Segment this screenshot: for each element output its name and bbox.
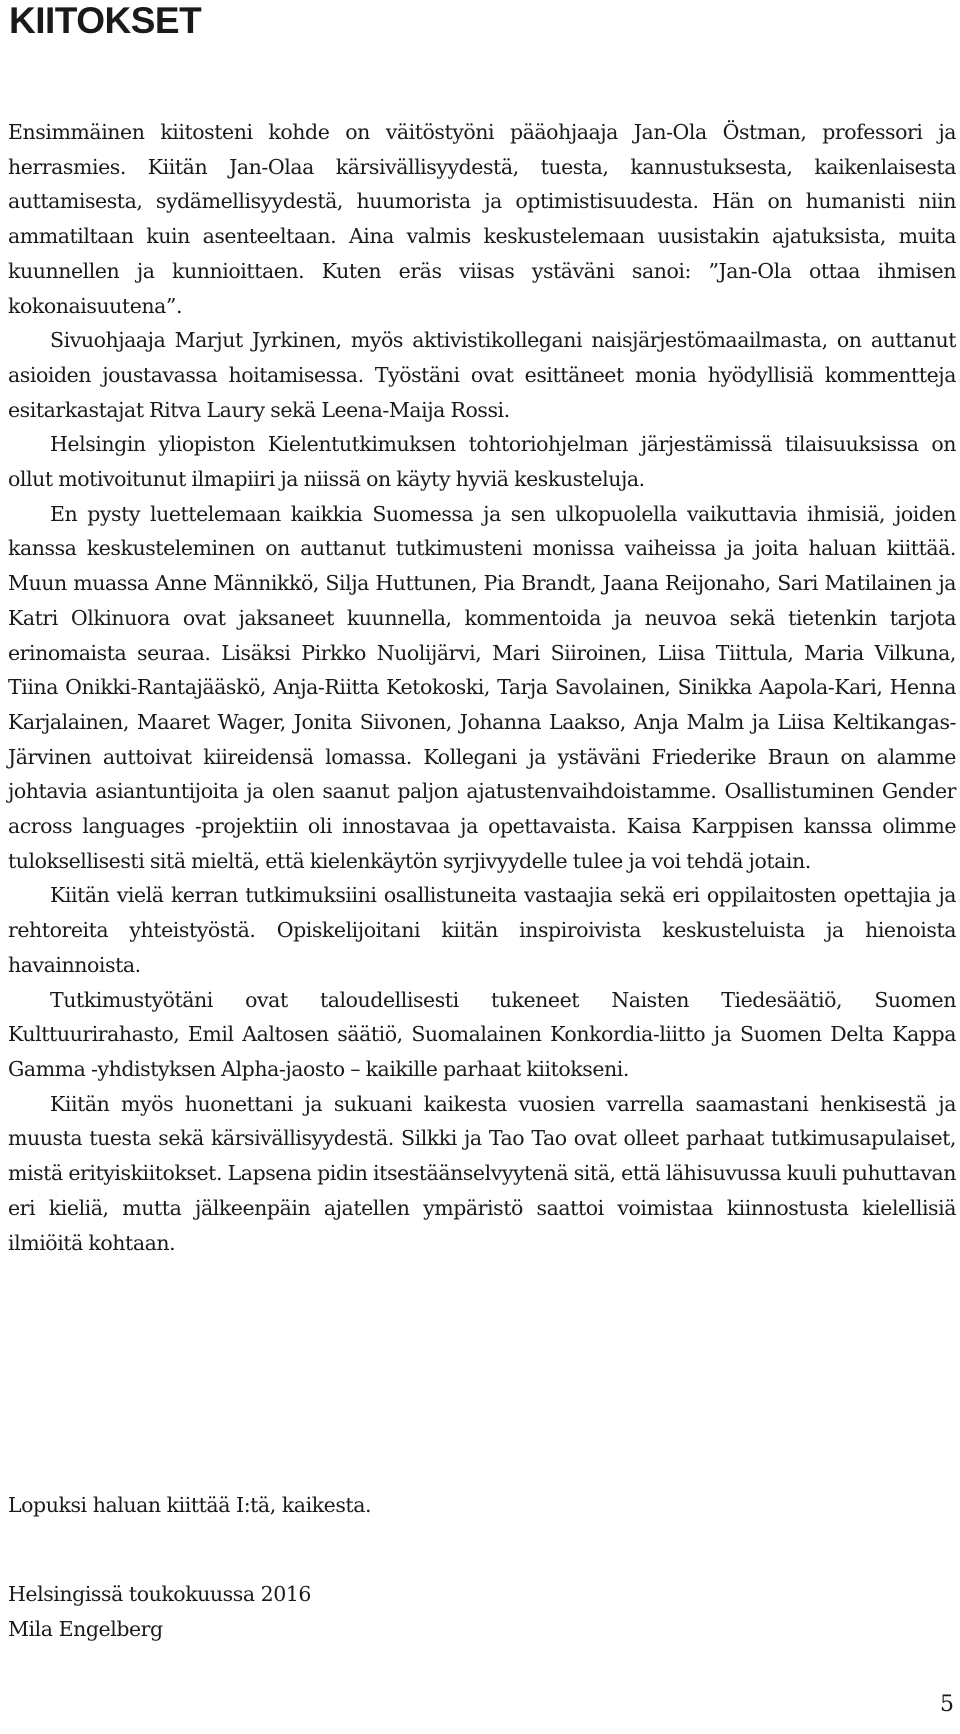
signature-place-date: Helsingissä toukokuussa 2016 [8, 1582, 312, 1606]
paragraph-6: Tutkimustyötäni ovat taloudellisesti tukeneet Naisten Tiedesäätiö, Suomen Kulttuurirahasto, Emil Aaltosen säätiö, Suomalainen Konkordia-liitto ja Suomen Delta Kappa Gamma -yhdistyksen Alpha-jaosto – kaikille parhaat kiitokseni. [8, 987, 956, 1081]
paragraph-4: En pysty luettelemaan kaikkia Suomessa ja sen ulkopuolella vaikuttavia ihmisiä, joiden kanssa keskusteleminen on auttanut tutkimusteni monissa vaiheissa ja joita haluan kiittää. Muun muassa Anne Männikkö, Silja Huttunen, Pia Brandt, Jaana Reijonaho, Sari Matilainen ja Katri Olkinuora ovat jaksaneet kuunnella, kommentoida ja neuvoa sekä tietenkin tarjota erinomaista seuraa. Lisäksi Pirkko Nuolijärvi, Mari Siiroinen, Liisa Tiittula, Maria Vilkuna, Tiina Onikki-Rantajääskö, Anja-Riitta Ketokoski, Tarja Savolainen, Sinikka Aapola-Kari, Henna Karjalainen, Maaret Wager, Jonita Siivonen, Johanna Laakso, Anja Malm ja Liisa Keltikangas-Järvinen auttoivat kiireidensä lomassa. Kollegani ja ystäväni Friederike Braun on alamme johtavia asiantuntijoita ja olen saanut paljon ajatustenvaihdoistamme. Osallistuminen Gender across languages -projektiin oli innostavaa ja opettavaista. Kaisa Karppisen kanssa olimme tuloksellisesti sitä mieltä, että kielenkäytön syrjivyydelle tulee ja voi tehdä jotain. [8, 501, 956, 873]
document-page [8, 0, 960, 1734]
page-title: KIITOKSET [9, 0, 202, 41]
acknowledgements-body [8, 115, 956, 1260]
paragraph-3: Helsingin yliopiston Kielentutkimuksen tohtoriohjelman järjestämissä tilaisuuksissa on ollut motivoitunut ilmapiiri ja niissä on käyty hyviä keskusteluja. [8, 432, 956, 492]
final-thanks: Lopuksi haluan kiittää I:tä, kaikesta. [8, 1493, 372, 1517]
paragraph-2: Sivuohjaaja Marjut Jyrkinen, myös aktivistikollegani naisjärjestömaailmasta, on auttanut asioiden joustavassa hoitamisessa. Työstäni ovat esittäneet monia hyödyllisiä kommentteja esitarkastajat Ritva Laury sekä Leena-Maija Rossi. [8, 328, 956, 422]
signature-name: Mila Engelberg [8, 1616, 163, 1641]
paragraph-1: Ensimmäinen kiitosteni kohde on väitöstyöni pääohjaaja Jan-Ola Östman, professori ja herrasmies. Kiitän Jan-Olaa kärsivällisyydestä, tuesta, kannustuksesta, kaikenlaisesta auttamisesta, sydämellisyydestä, huumorista ja optimistisuudesta. Hän on humanisti niin ammatiltaan kuin asenteeltaan. Aina valmis keskustelemaan uusistakin ajatuksista, muita kuunnellen ja kunnioittaen. Kuten eräs viisas ystäväni sanoi: ”Jan-Ola ottaa ihmisen kokonaisuutena”. [8, 120, 956, 318]
signature-block [8, 1577, 956, 1646]
final-thanks-block [8, 1488, 956, 1523]
page-number: 5 [940, 1692, 954, 1717]
paragraph-7: Kiitän myös huonettani ja sukuani kaikesta vuosien varrella saamastani henkisestä ja muusta tuesta sekä kärsivällisyydestä. Silkki ja Tao Tao ovat olleet parhaat tutkimusapulaiset, mistä erityiskiitokset. Lapsena pidin itsestäänselvyytenä sitä, että lähisuvussa kuuli puhuttavan eri kieliä, mutta jälkeenpäin ajatellen ympäristö saattoi voimistaa kiinnostusta kielellisiä ilmiöitä kohtaan. [8, 1091, 956, 1255]
paragraph-5: Kiitän vielä kerran tutkimuksiini osallistuneita vastaajia sekä eri oppilaitosten opettajia ja rehtoreita yhteistyöstä. Opiskelijoitani kiitän inspiroivista keskusteluista ja hienoista havainnoista. [8, 883, 956, 977]
